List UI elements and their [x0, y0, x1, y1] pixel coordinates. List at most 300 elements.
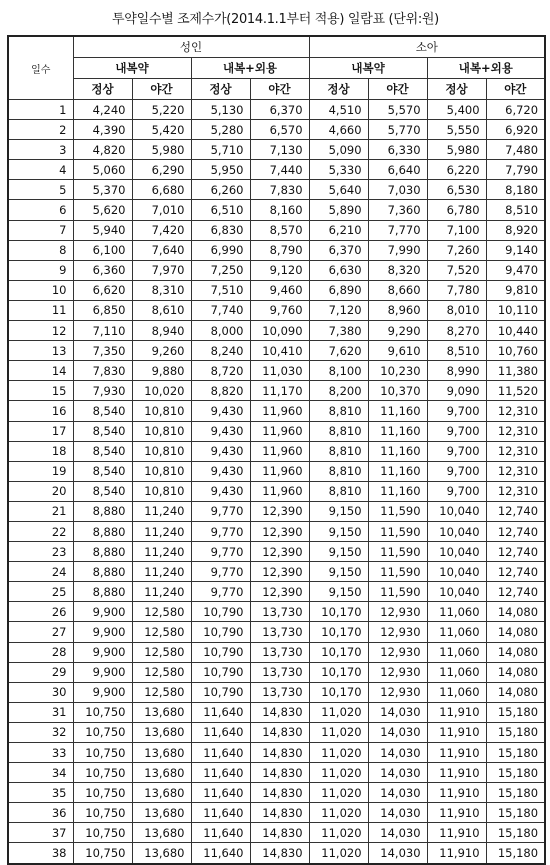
day-cell: 8	[8, 240, 73, 260]
fee-cell: 8,960	[368, 300, 427, 320]
fee-cell: 8,990	[427, 361, 486, 381]
fee-cell: 14,030	[368, 783, 427, 803]
fee-cell: 11,910	[427, 722, 486, 742]
fee-cell: 14,080	[486, 622, 545, 642]
fee-cell: 7,360	[368, 200, 427, 220]
table-row	[8, 300, 545, 320]
day-cell: 31	[8, 702, 73, 722]
fee-cell: 11,960	[250, 441, 309, 461]
fee-cell: 7,740	[191, 300, 250, 320]
fee-cell: 7,520	[427, 260, 486, 280]
header-adult: 성인	[73, 36, 309, 58]
fee-cell: 9,470	[486, 260, 545, 280]
table-row	[8, 361, 545, 381]
fee-cell: 14,030	[368, 702, 427, 722]
fee-cell: 8,310	[132, 280, 191, 300]
fee-cell: 7,350	[73, 341, 132, 361]
fee-cell: 11,060	[427, 602, 486, 622]
fee-cell: 10,040	[427, 542, 486, 562]
fee-cell: 10,170	[309, 642, 368, 662]
fee-cell: 10,370	[368, 381, 427, 401]
day-cell: 3	[8, 140, 73, 160]
fee-cell: 6,370	[250, 100, 309, 120]
fee-cell: 6,510	[191, 200, 250, 220]
fee-cell: 10,750	[73, 783, 132, 803]
day-cell: 13	[8, 341, 73, 361]
day-cell: 24	[8, 562, 73, 582]
fee-cell: 10,750	[73, 803, 132, 823]
table-row	[8, 200, 545, 220]
fee-cell: 7,380	[309, 321, 368, 341]
day-cell: 14	[8, 361, 73, 381]
fee-cell: 12,930	[368, 682, 427, 702]
fee-cell: 10,790	[191, 622, 250, 642]
fee-cell: 14,030	[368, 823, 427, 843]
fee-cell: 10,750	[73, 763, 132, 783]
table-body	[8, 100, 545, 864]
fee-cell: 14,030	[368, 722, 427, 742]
fee-cell: 9,430	[191, 441, 250, 461]
fee-cell: 5,570	[368, 100, 427, 120]
fee-cell: 5,950	[191, 160, 250, 180]
fee-cell: 8,540	[73, 441, 132, 461]
fee-cell: 9,150	[309, 542, 368, 562]
fee-cell: 9,150	[309, 562, 368, 582]
fee-cell: 8,810	[309, 441, 368, 461]
fee-cell: 11,030	[250, 361, 309, 381]
fee-cell: 13,730	[250, 622, 309, 642]
fee-cell: 10,110	[486, 300, 545, 320]
fee-cell: 7,120	[309, 300, 368, 320]
fee-cell: 11,170	[250, 381, 309, 401]
table-row	[8, 662, 545, 682]
table-row	[8, 240, 545, 260]
fee-cell: 15,180	[486, 763, 545, 783]
fee-cell: 11,590	[368, 562, 427, 582]
fee-cell: 14,030	[368, 763, 427, 783]
fee-cell: 13,680	[132, 722, 191, 742]
day-cell: 38	[8, 843, 73, 864]
header-night: 야간	[486, 79, 545, 100]
fee-cell: 12,930	[368, 662, 427, 682]
fee-cell: 9,430	[191, 481, 250, 501]
fee-cell: 8,880	[73, 582, 132, 602]
fee-cell: 5,280	[191, 120, 250, 140]
fee-cell: 11,380	[486, 361, 545, 381]
day-cell: 28	[8, 642, 73, 662]
fee-cell: 12,930	[368, 602, 427, 622]
fee-cell: 11,240	[132, 521, 191, 541]
fee-cell: 10,750	[73, 843, 132, 864]
fee-cell: 12,740	[486, 582, 545, 602]
fee-cell: 11,960	[250, 481, 309, 501]
table-row	[8, 843, 545, 864]
fee-cell: 13,680	[132, 843, 191, 864]
fee-cell: 7,830	[73, 361, 132, 381]
fee-cell: 10,440	[486, 321, 545, 341]
fee-cell: 12,740	[486, 562, 545, 582]
day-cell: 19	[8, 461, 73, 481]
fee-cell: 14,030	[368, 743, 427, 763]
fee-cell: 4,240	[73, 100, 132, 120]
header-day: 일수	[8, 36, 73, 100]
fee-cell: 8,510	[486, 200, 545, 220]
fee-cell: 9,760	[250, 300, 309, 320]
fee-cell: 5,980	[132, 140, 191, 160]
fee-cell: 15,180	[486, 743, 545, 763]
table-row	[8, 280, 545, 300]
fee-cell: 11,640	[191, 702, 250, 722]
fee-cell: 11,910	[427, 783, 486, 803]
table-row	[8, 441, 545, 461]
fee-cell: 12,740	[486, 542, 545, 562]
table-row	[8, 501, 545, 521]
fee-cell: 7,620	[309, 341, 368, 361]
day-cell: 36	[8, 803, 73, 823]
fee-cell: 8,810	[309, 401, 368, 421]
day-cell: 26	[8, 602, 73, 622]
fee-cell: 10,090	[250, 321, 309, 341]
fee-cell: 10,040	[427, 582, 486, 602]
fee-cell: 6,720	[486, 100, 545, 120]
fee-cell: 5,090	[309, 140, 368, 160]
fee-cell: 7,440	[250, 160, 309, 180]
fee-cell: 8,510	[427, 341, 486, 361]
fee-cell: 11,960	[250, 421, 309, 441]
fee-cell: 11,590	[368, 521, 427, 541]
fee-cell: 8,540	[73, 401, 132, 421]
fee-cell: 14,830	[250, 803, 309, 823]
fee-cell: 9,700	[427, 461, 486, 481]
fee-cell: 11,020	[309, 783, 368, 803]
fee-cell: 5,890	[309, 200, 368, 220]
fee-cell: 5,770	[368, 120, 427, 140]
fee-cell: 10,790	[191, 602, 250, 622]
fee-cell: 8,810	[309, 461, 368, 481]
fee-cell: 11,520	[486, 381, 545, 401]
day-cell: 12	[8, 321, 73, 341]
fee-cell: 11,590	[368, 501, 427, 521]
fee-cell: 7,030	[368, 180, 427, 200]
table-row	[8, 722, 545, 742]
fee-cell: 6,260	[191, 180, 250, 200]
fee-cell: 10,810	[132, 481, 191, 501]
table-row	[8, 381, 545, 401]
fee-cell: 10,790	[191, 662, 250, 682]
fee-cell: 14,830	[250, 843, 309, 864]
fee-cell: 12,390	[250, 501, 309, 521]
fee-cell: 5,980	[427, 140, 486, 160]
header-night: 야간	[250, 79, 309, 100]
fee-cell: 12,580	[132, 622, 191, 642]
fee-cell: 11,960	[250, 401, 309, 421]
fee-cell: 12,740	[486, 501, 545, 521]
fee-cell: 11,590	[368, 542, 427, 562]
fee-cell: 8,880	[73, 501, 132, 521]
fee-cell: 10,790	[191, 642, 250, 662]
fee-cell: 10,230	[368, 361, 427, 381]
header-normal: 정상	[427, 79, 486, 100]
fee-cell: 14,030	[368, 843, 427, 864]
fee-cell: 8,240	[191, 341, 250, 361]
header-night: 야간	[368, 79, 427, 100]
fee-cell: 11,640	[191, 743, 250, 763]
header-normal: 정상	[191, 79, 250, 100]
fee-cell: 10,040	[427, 562, 486, 582]
fee-cell: 6,330	[368, 140, 427, 160]
fee-cell: 5,400	[427, 100, 486, 120]
fee-cell: 5,330	[309, 160, 368, 180]
fee-cell: 12,740	[486, 521, 545, 541]
fee-cell: 7,010	[132, 200, 191, 220]
fee-cell: 9,430	[191, 401, 250, 421]
fee-cell: 7,780	[427, 280, 486, 300]
fee-cell: 14,830	[250, 702, 309, 722]
fee-cell: 4,390	[73, 120, 132, 140]
table-row	[8, 140, 545, 160]
fee-cell: 6,100	[73, 240, 132, 260]
table-row	[8, 783, 545, 803]
fee-cell: 8,610	[132, 300, 191, 320]
fee-cell: 8,940	[132, 321, 191, 341]
fee-cell: 11,640	[191, 722, 250, 742]
fee-cell: 6,620	[73, 280, 132, 300]
fee-cell: 13,730	[250, 682, 309, 702]
fee-cell: 9,770	[191, 521, 250, 541]
fee-cell: 7,790	[486, 160, 545, 180]
table-row	[8, 220, 545, 240]
header-night: 야간	[132, 79, 191, 100]
fee-cell: 14,830	[250, 823, 309, 843]
fee-cell: 9,900	[73, 602, 132, 622]
fee-cell: 8,820	[191, 381, 250, 401]
fee-cell: 11,020	[309, 743, 368, 763]
day-cell: 34	[8, 763, 73, 783]
fee-cell: 12,580	[132, 662, 191, 682]
table-row	[8, 461, 545, 481]
table-row	[8, 743, 545, 763]
fee-cell: 9,090	[427, 381, 486, 401]
fee-cell: 9,290	[368, 321, 427, 341]
fee-cell: 5,370	[73, 180, 132, 200]
table-row	[8, 421, 545, 441]
fee-cell: 12,310	[486, 441, 545, 461]
fee-cell: 11,160	[368, 441, 427, 461]
fee-cell: 9,150	[309, 501, 368, 521]
header-adult-internal: 내복약	[73, 58, 191, 79]
fee-cell: 6,890	[309, 280, 368, 300]
day-cell: 1	[8, 100, 73, 120]
day-cell: 9	[8, 260, 73, 280]
fee-cell: 6,530	[427, 180, 486, 200]
fee-cell: 8,570	[250, 220, 309, 240]
table-row	[8, 763, 545, 783]
table-row	[8, 180, 545, 200]
fee-cell: 6,630	[309, 260, 368, 280]
fee-cell: 5,220	[132, 100, 191, 120]
fee-cell: 13,680	[132, 803, 191, 823]
table-row	[8, 622, 545, 642]
table-row	[8, 803, 545, 823]
fee-cell: 12,580	[132, 602, 191, 622]
fee-cell: 9,700	[427, 441, 486, 461]
fee-cell: 10,040	[427, 501, 486, 521]
fee-cell: 11,590	[368, 582, 427, 602]
fee-cell: 11,910	[427, 843, 486, 864]
fee-cell: 13,730	[250, 642, 309, 662]
day-cell: 27	[8, 622, 73, 642]
fee-cell: 11,240	[132, 501, 191, 521]
fee-cell: 9,770	[191, 542, 250, 562]
fee-cell: 14,080	[486, 642, 545, 662]
fee-cell: 8,810	[309, 421, 368, 441]
fee-cell: 11,640	[191, 823, 250, 843]
fee-cell: 4,660	[309, 120, 368, 140]
fee-cell: 5,060	[73, 160, 132, 180]
day-cell: 6	[8, 200, 73, 220]
fee-cell: 9,900	[73, 622, 132, 642]
fee-cell: 6,210	[309, 220, 368, 240]
header-normal: 정상	[309, 79, 368, 100]
fee-cell: 7,990	[368, 240, 427, 260]
fee-cell: 5,620	[73, 200, 132, 220]
table-row	[8, 120, 545, 140]
table-row	[8, 341, 545, 361]
fee-cell: 8,320	[368, 260, 427, 280]
fee-cell: 11,160	[368, 421, 427, 441]
day-cell: 15	[8, 381, 73, 401]
fee-cell: 13,730	[250, 662, 309, 682]
day-cell: 30	[8, 682, 73, 702]
fee-cell: 5,130	[191, 100, 250, 120]
fee-cell: 11,020	[309, 763, 368, 783]
fee-cell: 8,200	[309, 381, 368, 401]
fee-cell: 9,770	[191, 501, 250, 521]
fee-cell: 11,910	[427, 702, 486, 722]
fee-cell: 10,760	[486, 341, 545, 361]
day-cell: 33	[8, 743, 73, 763]
header-normal: 정상	[73, 79, 132, 100]
fee-cell: 11,060	[427, 622, 486, 642]
fee-cell: 9,700	[427, 401, 486, 421]
fee-cell: 6,780	[427, 200, 486, 220]
fee-cell: 6,290	[132, 160, 191, 180]
day-cell: 18	[8, 441, 73, 461]
fee-cell: 6,360	[73, 260, 132, 280]
day-cell: 35	[8, 783, 73, 803]
fee-cell: 14,830	[250, 722, 309, 742]
day-cell: 21	[8, 501, 73, 521]
fee-cell: 5,710	[191, 140, 250, 160]
fee-cell: 5,640	[309, 180, 368, 200]
fee-cell: 7,770	[368, 220, 427, 240]
fee-cell: 9,260	[132, 341, 191, 361]
fee-cell: 5,940	[73, 220, 132, 240]
fee-cell: 13,730	[250, 602, 309, 622]
day-cell: 29	[8, 662, 73, 682]
fee-cell: 6,830	[191, 220, 250, 240]
fee-cell: 14,030	[368, 803, 427, 823]
fee-cell: 5,550	[427, 120, 486, 140]
fee-cell: 12,580	[132, 682, 191, 702]
table-title: 투약일수별 조제수가(2014.1.1부터 적용) 일람표 (단위:원)	[112, 12, 439, 27]
fee-cell: 8,790	[250, 240, 309, 260]
fee-cell: 10,750	[73, 702, 132, 722]
fee-cell: 9,770	[191, 562, 250, 582]
table-row	[8, 401, 545, 421]
day-cell: 20	[8, 481, 73, 501]
table-row	[8, 100, 545, 120]
fee-cell: 8,100	[309, 361, 368, 381]
day-cell: 22	[8, 521, 73, 541]
table-row	[8, 682, 545, 702]
fee-cell: 10,810	[132, 461, 191, 481]
fee-cell: 11,060	[427, 642, 486, 662]
day-cell: 25	[8, 582, 73, 602]
table-row	[8, 823, 545, 843]
fee-cell: 9,770	[191, 582, 250, 602]
fee-cell: 9,140	[486, 240, 545, 260]
day-cell: 23	[8, 542, 73, 562]
fee-cell: 7,110	[73, 321, 132, 341]
fee-cell: 8,540	[73, 481, 132, 501]
fee-table	[7, 35, 546, 865]
fee-cell: 7,420	[132, 220, 191, 240]
fee-cell: 13,680	[132, 783, 191, 803]
fee-cell: 15,180	[486, 702, 545, 722]
fee-cell: 10,790	[191, 682, 250, 702]
fee-cell: 10,170	[309, 682, 368, 702]
fee-cell: 11,060	[427, 682, 486, 702]
fee-cell: 15,180	[486, 783, 545, 803]
day-cell: 5	[8, 180, 73, 200]
table-row	[8, 160, 545, 180]
day-cell: 37	[8, 823, 73, 843]
fee-cell: 11,160	[368, 401, 427, 421]
table-row	[8, 582, 545, 602]
fee-cell: 5,420	[132, 120, 191, 140]
fee-cell: 8,880	[73, 562, 132, 582]
fee-cell: 10,750	[73, 743, 132, 763]
fee-cell: 10,410	[250, 341, 309, 361]
fee-cell: 13,680	[132, 702, 191, 722]
fee-cell: 8,010	[427, 300, 486, 320]
day-cell: 11	[8, 300, 73, 320]
fee-cell: 9,150	[309, 582, 368, 602]
fee-cell: 12,580	[132, 642, 191, 662]
fee-cell: 11,910	[427, 763, 486, 783]
fee-cell: 7,930	[73, 381, 132, 401]
fee-cell: 11,640	[191, 843, 250, 864]
fee-cell: 11,020	[309, 702, 368, 722]
day-cell: 2	[8, 120, 73, 140]
fee-cell: 12,390	[250, 582, 309, 602]
fee-cell: 11,910	[427, 743, 486, 763]
table-row	[8, 562, 545, 582]
fee-cell: 10,810	[132, 401, 191, 421]
fee-cell: 13,680	[132, 763, 191, 783]
header-adult-internal-external: 내복+외용	[191, 58, 309, 79]
table-row	[8, 702, 545, 722]
fee-cell: 10,170	[309, 622, 368, 642]
day-cell: 32	[8, 722, 73, 742]
fee-cell: 7,260	[427, 240, 486, 260]
fee-cell: 8,180	[486, 180, 545, 200]
fee-cell: 10,810	[132, 421, 191, 441]
table-row	[8, 521, 545, 541]
fee-cell: 9,700	[427, 421, 486, 441]
fee-cell: 14,830	[250, 763, 309, 783]
